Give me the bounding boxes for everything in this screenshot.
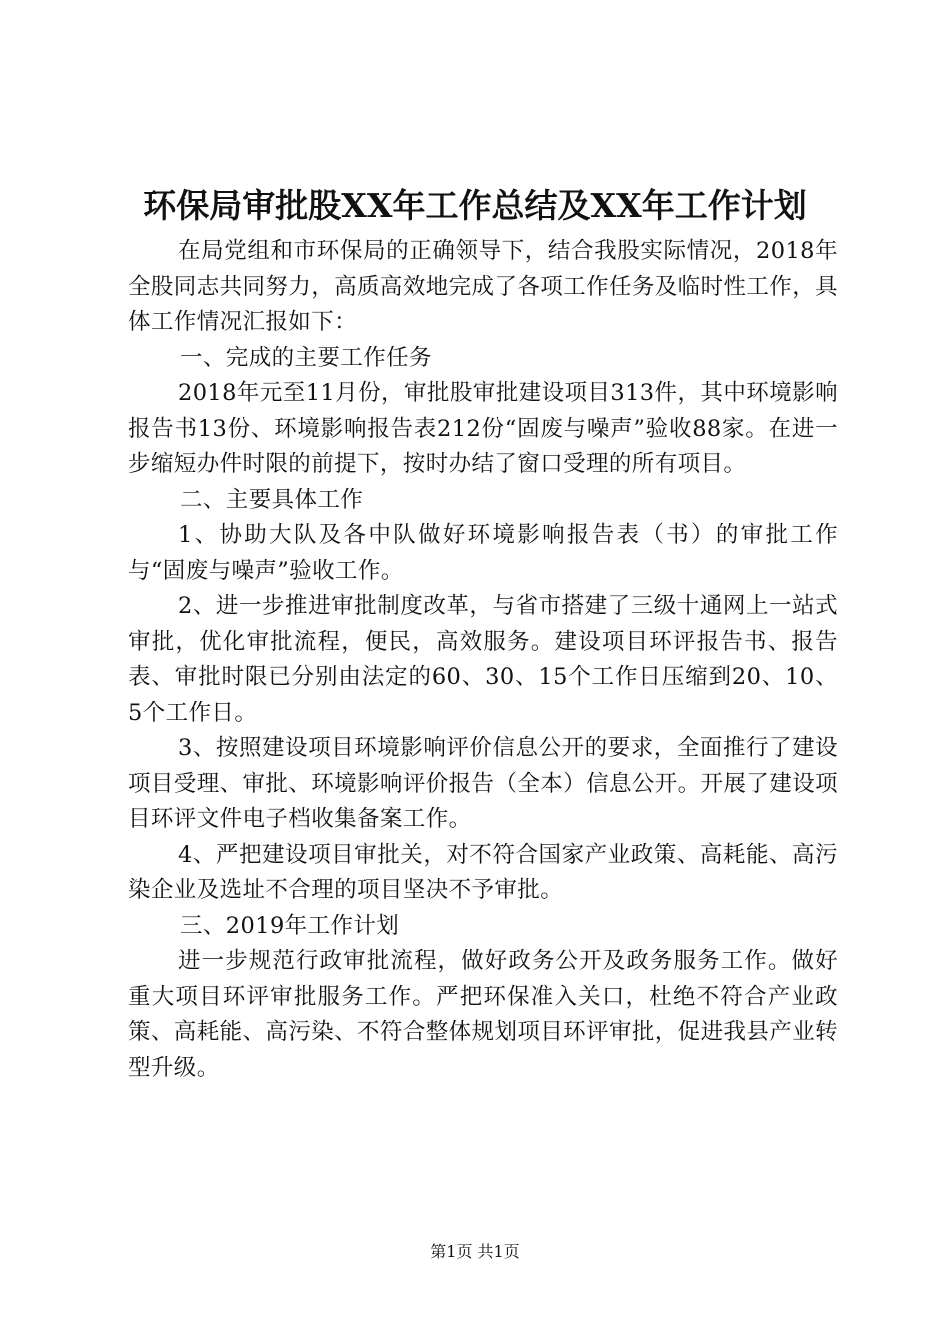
section1-paragraph: 2018年元至11月份，审批股审批建设项目313件，其中环境影响报告书13份、环境影响报告表212份“固废与噪声”验收88家。在进一步缩短办件时限的前提下，按时办结了窗口受理的所有项目。 [128,380,838,477]
section2-heading: 二、主要具体工作 [180,486,364,513]
section1-heading: 一、完成的主要工作任务 [180,344,432,371]
section2-item-3: 3、按照建设项目环境影响评价信息公开的要求，全面推行了建设项目受理、审批、环境影响评价报告（全本）信息公开。开展了建设项目环评文件电子档收集备案工作。 [128,735,838,832]
page-footer: 第1页 共1页 [430,1242,520,1261]
intro-paragraph: 在局党组和市环保局的正确领导下，结合我股实际情况，2018年全股同志共同努力，高质高效地完成了各项工作任务及临时性工作，具体工作情况汇报如下： [128,238,838,335]
document-body [128,234,838,1086]
section2-item-1: 1、协助大队及各中队做好环境影响报告表（书）的审批工作与“固废与噪声”验收工作。 [128,522,838,584]
document-title: 环保局审批股XX年工作总结及XX年工作计划 [143,186,807,225]
section2-item-2: 2、进一步推进审批制度改革，与省市搭建了三级十通网上一站式审批，优化审批流程，便民，高效服务。建设项目环评报告书、报告表、审批时限已分别由法定的60、30、15个工作日压缩到20、10、5个工作日。 [128,593,838,726]
section3-heading: 三、2019年工作计划 [180,912,400,939]
section2-item-4: 4、严把建设项目审批关，对不符合国家产业政策、高耗能、高污染企业及选址不合理的项目坚决不予审批。 [128,841,838,903]
section3-paragraph: 进一步规范行政审批流程，做好政务公开及政务服务工作。做好重大项目环评审批服务工作。严把环保准入关口，杜绝不符合产业政策、高耗能、高污染、不符合整体规划项目环评审批，促进我县产业转型升级。 [128,948,838,1081]
